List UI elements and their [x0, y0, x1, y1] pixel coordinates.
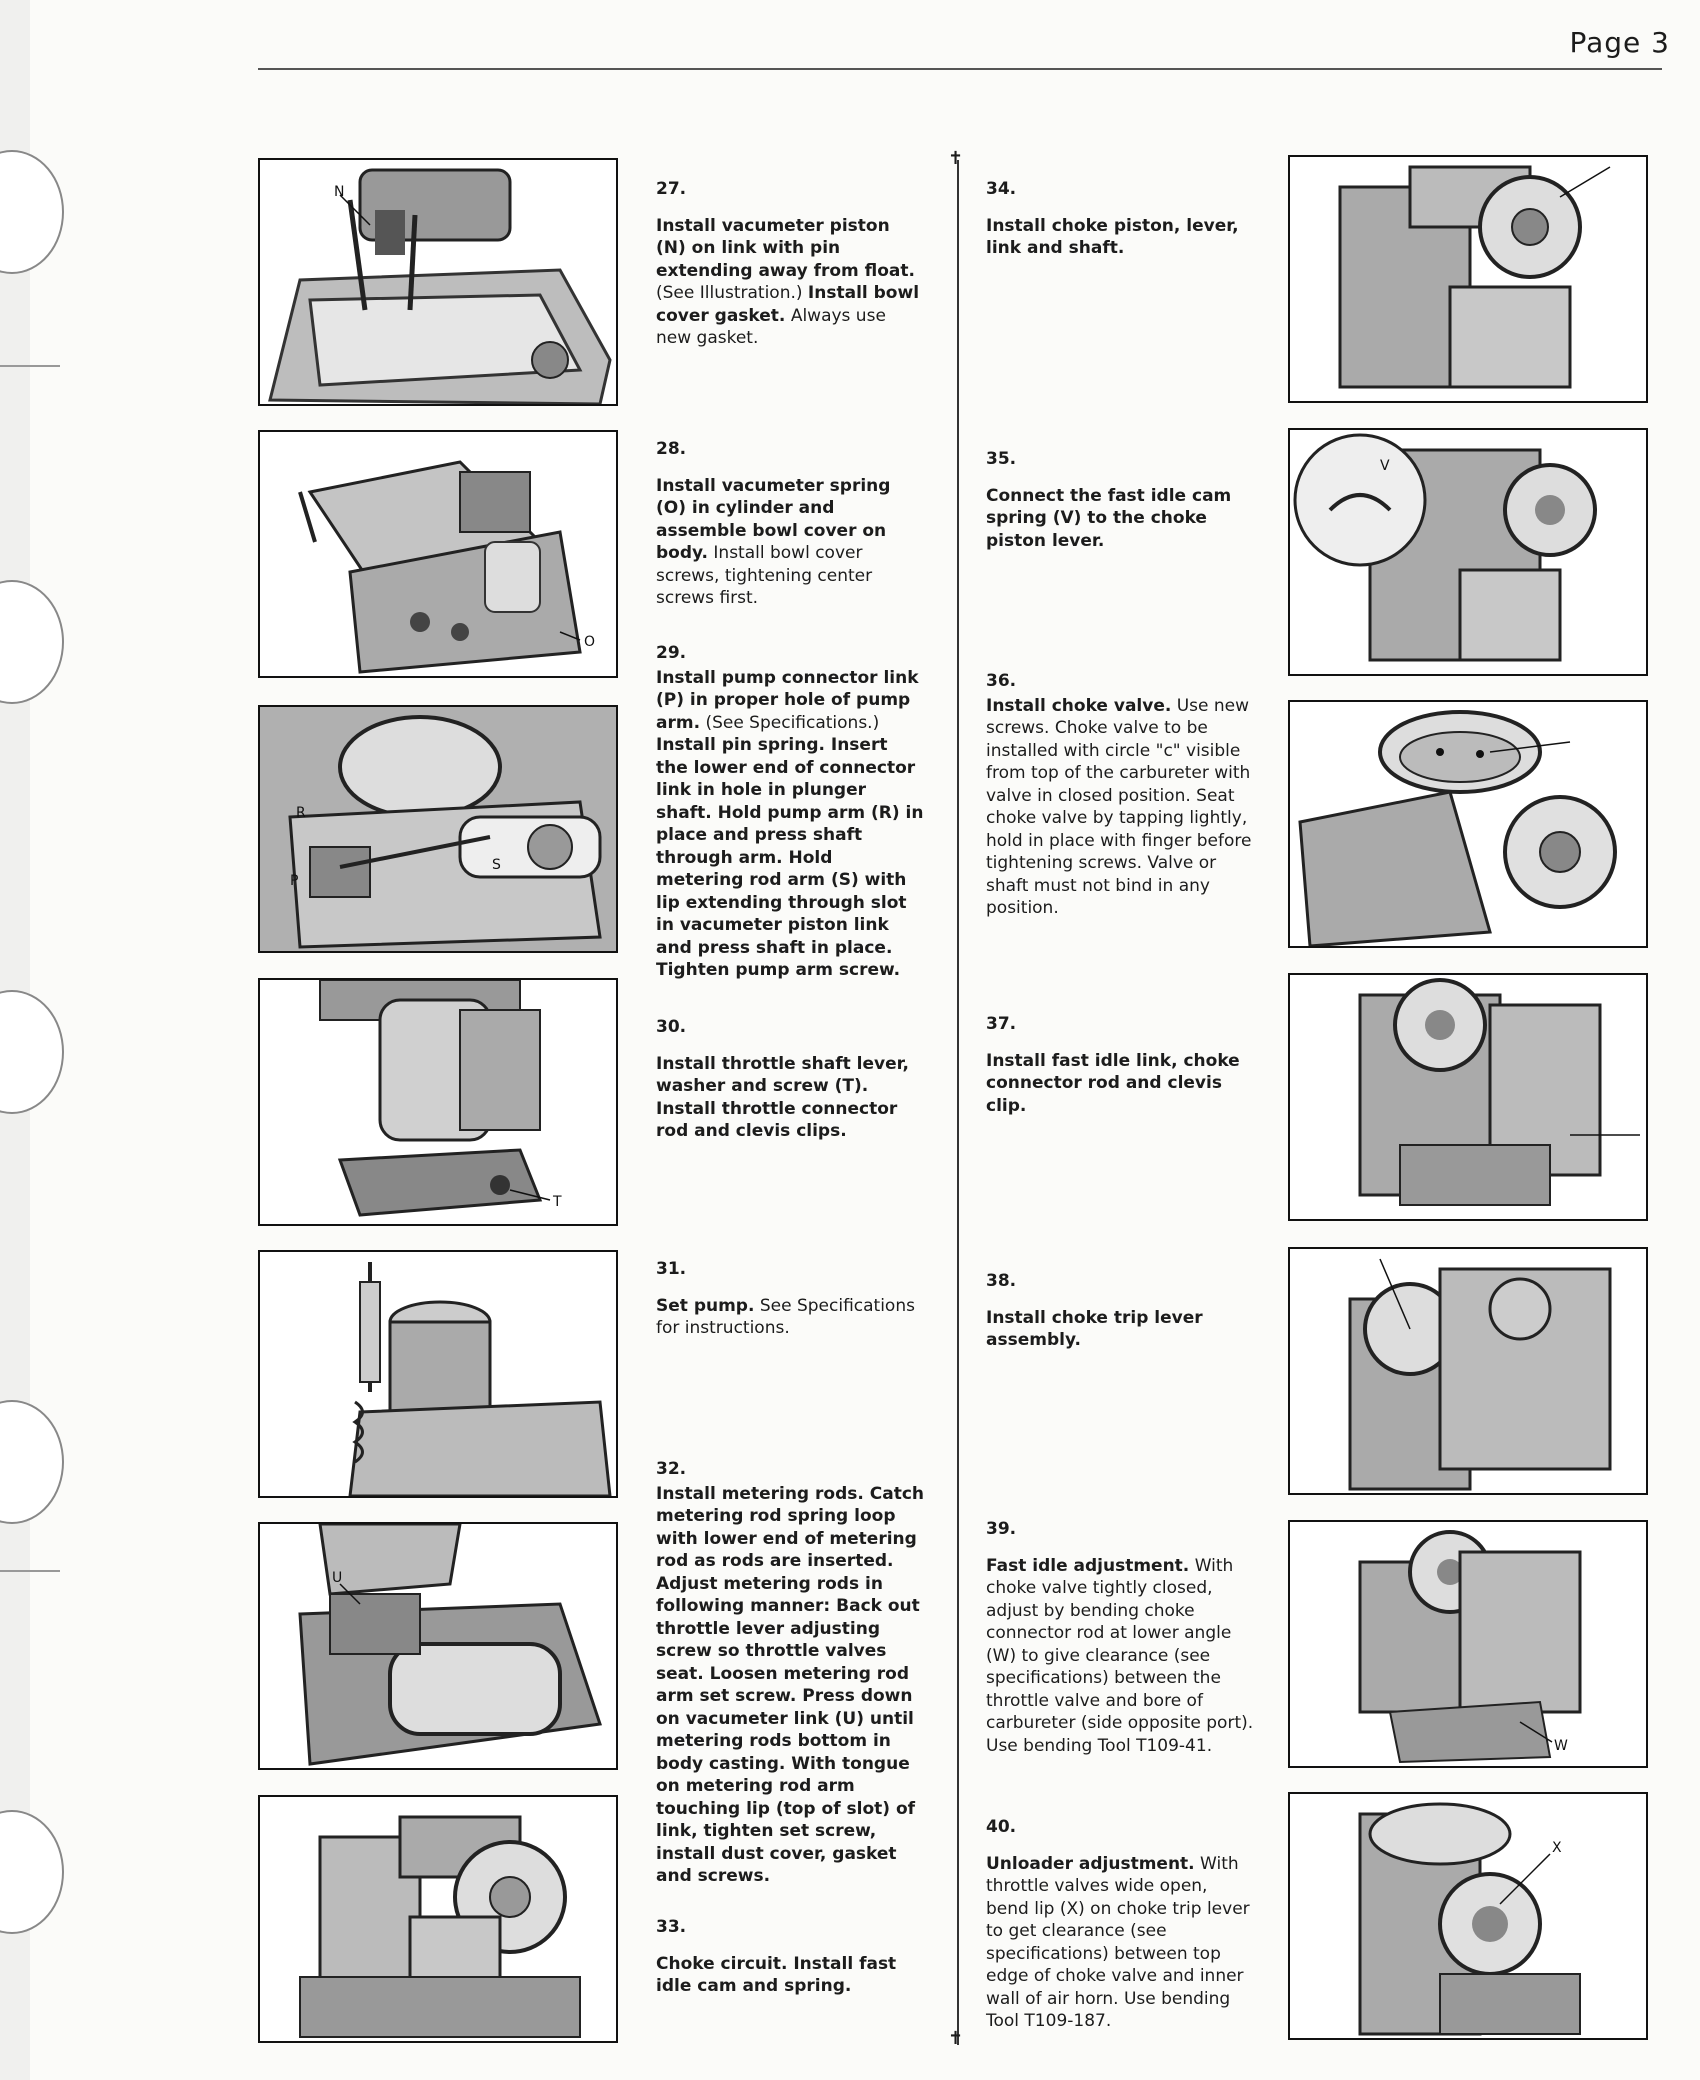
step-number: 36.: [986, 671, 1017, 691]
step-text-bold: Install vacumeter piston (N) on link with pin extending away from float.: [656, 215, 915, 281]
step-38: [986, 1270, 1254, 1352]
step-number: 27.: [656, 179, 687, 199]
step-number: 40.: [986, 1817, 1017, 1837]
edge-mark: [0, 1570, 60, 1572]
step-29: [656, 642, 924, 982]
binder-hole: [0, 990, 64, 1114]
step-text-bold: Install throttle shaft lever, washer and screw (T). Install throttle connector rod and clevis clips.: [656, 1053, 909, 1141]
step-text: With throttle valves wide open, bend lip (X) on choke trip lever to get clearance (see specifications) between top edge of choke valve and inner wall of air horn. Use bending Tool T109-187.: [986, 1853, 1250, 2031]
step-text: With choke valve tightly closed, adjust by bending choke connector rod at lower angle (W) to give clearance (see specifications) between the throttle valve and bore of carbureter (side opposite port). Use bending Tool T109-41.: [986, 1555, 1254, 1756]
page-number: Page 3: [1569, 26, 1670, 59]
step-text-bold: Set pump.: [656, 1295, 755, 1316]
figure-27: [258, 158, 618, 406]
callout-O: O: [584, 634, 596, 650]
step-text-bold: Unloader adjustment.: [986, 1853, 1195, 1874]
step-number: 33.: [656, 1917, 687, 1937]
step-text: Install bowl cover screws, tightening center screws first.: [656, 543, 873, 608]
step-text-bold: Install bowl cover gasket.: [656, 283, 920, 326]
step-37: [986, 1013, 1254, 1117]
callout-N: N: [334, 184, 345, 200]
step-number: 32.: [656, 1459, 687, 1479]
step-text-bold: Install fast idle link, choke connector rod and clevis clip.: [986, 1050, 1240, 1116]
figure-31: [258, 1250, 618, 1498]
step-34: [986, 178, 1254, 260]
step-28: [656, 438, 924, 610]
figure-39: [1288, 1520, 1648, 1768]
callout-S: S: [492, 857, 501, 873]
step-text-bold: Install choke piston, lever, link and shaft.: [986, 215, 1239, 258]
figure-29: [258, 705, 618, 953]
step-40: [986, 1816, 1254, 2033]
figure-32: [258, 1522, 618, 1770]
binder-hole: [0, 580, 64, 704]
header-rule: [258, 68, 1662, 70]
edge-mark: [0, 365, 60, 367]
step-text-bold: Connect the fast idle cam spring (V) to the choke piston lever.: [986, 485, 1232, 551]
figure-36: [1288, 700, 1648, 948]
step-number: 31.: [656, 1259, 687, 1279]
step-number: 39.: [986, 1519, 1017, 1539]
figure-35: [1288, 428, 1648, 676]
step-text-bold: Install pump connector link (P) in proper hole of pump arm.: [656, 667, 919, 733]
divider-top-mark: ✝: [948, 148, 964, 169]
column-divider: [957, 160, 959, 2045]
step-31: [656, 1258, 924, 1340]
step-text-bold: Install choke valve.: [986, 695, 1172, 716]
step-number: 28.: [656, 439, 687, 459]
step-text: (See Illustration.): [656, 283, 803, 303]
step-number: 30.: [656, 1017, 687, 1037]
step-36: [986, 670, 1254, 920]
figure-28: [258, 430, 618, 678]
step-text: See Specifications for instructions.: [656, 1295, 915, 1338]
step-text: Use new screws. Choke valve to be installed with circle "c" visible from top of the carbureter with valve in closed position. Seat choke valve by tapping lightly, hold in place with finger before tightening screws. Valve or shaft must not bind in any position.: [986, 695, 1252, 918]
step-39: [986, 1518, 1254, 1757]
figure-40: [1288, 1792, 1648, 2040]
step-number: 34.: [986, 179, 1017, 199]
step-number: 29.: [656, 643, 687, 663]
step-text-bold: Install choke trip lever assembly.: [986, 1307, 1203, 1350]
divider-bottom-mark: ✝: [948, 2028, 964, 2049]
callout-V: V: [1380, 458, 1390, 474]
binder-hole: [0, 150, 64, 274]
step-text-bold: Fast idle adjustment.: [986, 1555, 1190, 1576]
binder-hole: [0, 1810, 64, 1934]
step-text-bold: Choke circuit. Install fast idle cam and spring.: [656, 1953, 897, 1996]
step-number: 38.: [986, 1271, 1017, 1291]
step-text-bold: Install pin spring. Insert the lower end of connector link in hole in plunger shaft. Hold pump arm (R) in place and press shaft through arm. Hold metering rod arm (S) with lip extending through slot in vacumeter piston link and press shaft in place. Tighten pump arm screw.: [656, 735, 924, 980]
callout-R: R: [296, 805, 306, 821]
step-text: Always use new gasket.: [656, 305, 886, 348]
callout-X: X: [1552, 1840, 1562, 1856]
step-35: [986, 448, 1254, 552]
step-27: [656, 178, 924, 350]
step-30: [656, 1016, 924, 1143]
figure-33: [258, 1795, 618, 2043]
step-text: (See Specifications.): [705, 712, 880, 733]
step-32: [656, 1458, 924, 1888]
figure-30: [258, 978, 618, 1226]
callout-T: T: [553, 1194, 562, 1210]
step-number: 35.: [986, 449, 1017, 469]
callout-W: W: [1554, 1738, 1568, 1754]
step-text-bold: Install vacumeter spring (O) in cylinder and assemble bowl cover on body.: [656, 475, 891, 563]
figure-38: [1288, 1247, 1648, 1495]
step-text-bold: Install metering rods. Catch metering rod spring loop with lower end of metering rod as rods are inserted. Adjust metering rods in following manner: Back out throttle lever adjusting screw so throttle valves seat. Loosen metering rod arm set screw. Press down on vacumeter link (U) until metering rods bottom in body casting. With tongue on metering rod arm touching lip (top of slot) of link, tighten set screw, install dust cover, gasket and screws.: [656, 1483, 924, 1886]
callout-P: P: [290, 873, 299, 889]
figure-37: [1288, 973, 1648, 1221]
callout-U: U: [332, 1570, 343, 1586]
step-33: [656, 1916, 924, 1998]
step-number: 37.: [986, 1014, 1017, 1034]
binder-hole: [0, 1400, 64, 1524]
figure-34: [1288, 155, 1648, 403]
